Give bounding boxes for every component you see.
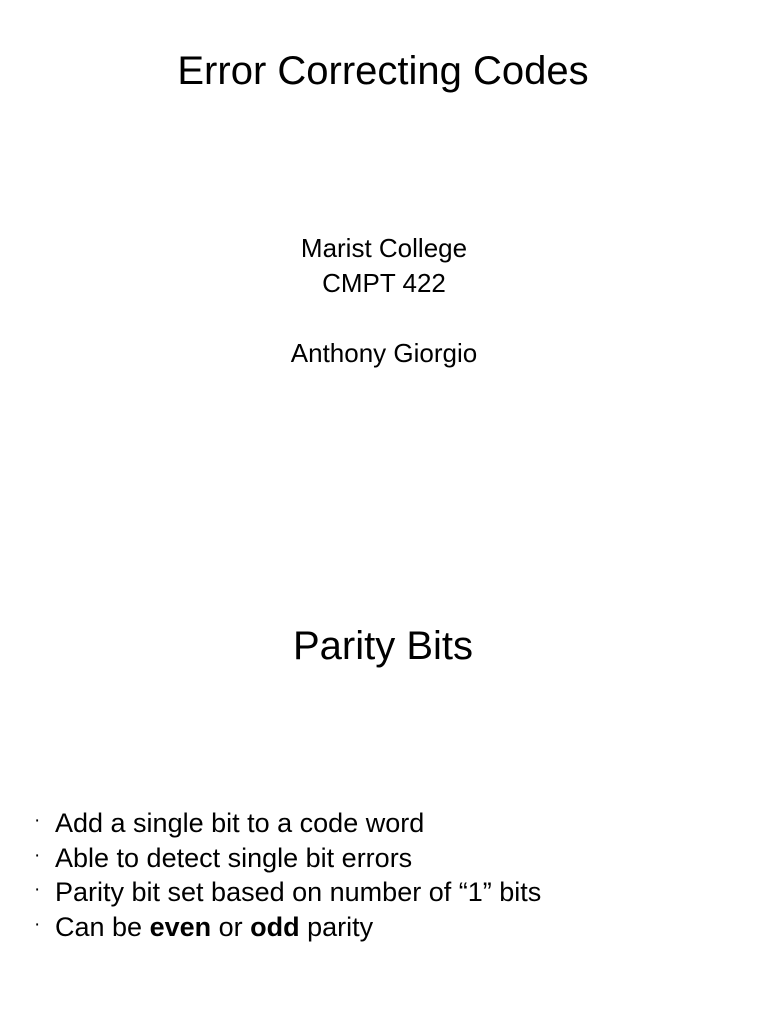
- bullet-text-bold-odd: odd: [250, 912, 300, 943]
- bullet-dot: ·: [34, 879, 41, 901]
- slide-title: Error Correcting Codes: [177, 49, 589, 93]
- slide-title: Parity Bits: [292, 624, 474, 668]
- institution-text: Marist College: [300, 233, 468, 263]
- bullet-text-post: parity: [299, 912, 374, 943]
- bullet-list: [34, 806, 541, 945]
- bullet-text: Add a single bit to a code word: [55, 808, 425, 838]
- bullet-item: [34, 806, 541, 841]
- slide-subtitle: [0, 231, 768, 371]
- bullet-item: [34, 910, 541, 945]
- bullet-text-mid: or: [211, 912, 251, 943]
- bullet-text: Able to detect single bit errors: [55, 842, 413, 873]
- bullet-text: Parity bit set based on number of “1” bits: [55, 877, 542, 908]
- spacer: [0, 301, 768, 336]
- bullet-item: [34, 875, 541, 910]
- bullet-dot: ·: [34, 844, 41, 866]
- course-code-text: CMPT 422: [322, 268, 446, 298]
- bullet-dot: ·: [34, 810, 41, 831]
- author-text: Anthony Giorgio: [290, 338, 478, 368]
- bullet-text-pre: Can be: [55, 912, 150, 943]
- bullet-dot: ·: [34, 914, 41, 936]
- bullet-item: [34, 841, 541, 876]
- bullet-text-bold-even: even: [149, 912, 212, 943]
- slide-parity-bits: [0, 512, 768, 1024]
